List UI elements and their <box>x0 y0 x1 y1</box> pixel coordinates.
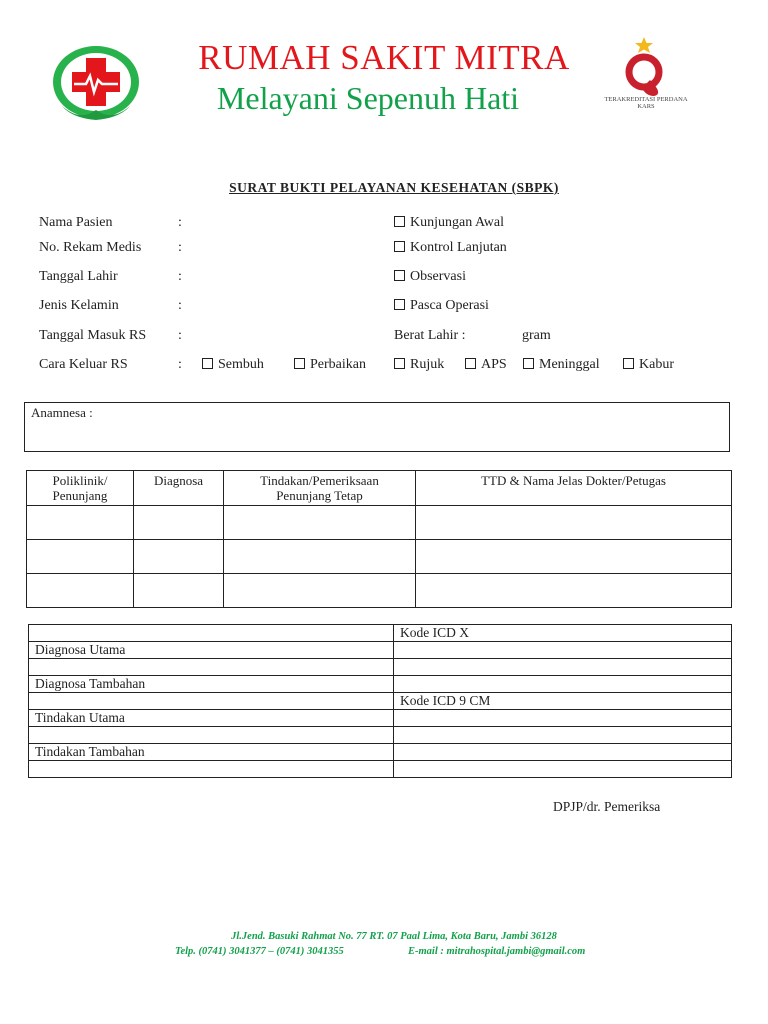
table-cell[interactable] <box>224 574 416 608</box>
header-ttd: TTD & Nama Jelas Dokter/Petugas <box>416 471 732 506</box>
checkbox-label: Kunjungan Awal <box>410 215 504 230</box>
accreditation-line-1: TERAKREDITASI PERDANA <box>604 96 688 103</box>
hospital-tagline: Melayani Sepenuh Hati <box>216 80 520 116</box>
checkbox-label: Sembuh <box>218 357 264 372</box>
anamnesa-label: Anamnesa : <box>31 405 93 420</box>
table-cell[interactable] <box>29 659 394 676</box>
header-tindakan: Tindakan/Pemeriksaan Penunjang Tetap <box>224 471 416 506</box>
table-cell[interactable] <box>394 710 732 727</box>
checkbox-label: APS <box>481 357 507 372</box>
table-row <box>29 761 732 778</box>
table-row <box>29 642 732 659</box>
field-colon: : <box>178 215 182 230</box>
table-row <box>27 540 732 574</box>
table-cell[interactable] <box>134 506 224 540</box>
footer-address: Jl.Jend. Basuki Rahmat No. 77 RT. 07 Paal Lima, Kota Baru, Jambi 36128 <box>231 931 557 942</box>
checkbox-label: Kabur <box>639 357 674 372</box>
checkbox-label: Meninggal <box>539 357 600 372</box>
checkbox-icon <box>394 216 405 227</box>
field-colon: : <box>178 298 182 313</box>
table-cell[interactable] <box>134 574 224 608</box>
checkbox-icon <box>394 358 405 369</box>
checkbox-kabur[interactable] <box>623 357 674 373</box>
checkbox-icon <box>202 358 213 369</box>
checkbox-label: Pasca Operasi <box>410 298 489 313</box>
checkbox-icon <box>623 358 634 369</box>
birth-weight-unit: gram <box>522 328 551 343</box>
additional-action-label: Tindakan Tambahan <box>29 744 394 761</box>
table-cell[interactable] <box>416 506 732 540</box>
table-row <box>29 676 732 693</box>
table-cell[interactable] <box>224 506 416 540</box>
checkbox-observasi[interactable] <box>394 269 466 285</box>
field-colon: : <box>178 357 182 372</box>
accreditation-line-2: KARS <box>637 103 655 110</box>
checkbox-sembuh[interactable] <box>202 357 264 373</box>
checkbox-meninggal[interactable] <box>523 357 600 373</box>
checkbox-kunjungan-awal[interactable] <box>394 215 504 231</box>
field-label-jenis-kelamin: Jenis Kelamin <box>39 298 119 313</box>
table-row <box>29 659 732 676</box>
table-header-row <box>27 471 732 506</box>
document-title: SURAT BUKTI PELAYANAN KESEHATAN (SBPK) <box>229 180 559 195</box>
checkbox-rujuk[interactable] <box>394 357 444 373</box>
checkbox-icon <box>294 358 305 369</box>
field-label-nama-pasien: Nama Pasien <box>39 215 113 230</box>
table-cell[interactable] <box>416 574 732 608</box>
field-label-no-rekam-medis: No. Rekam Medis <box>39 240 142 255</box>
table-cell[interactable] <box>29 727 394 744</box>
table-cell[interactable] <box>224 540 416 574</box>
table-cell[interactable] <box>394 676 732 693</box>
field-colon: : <box>178 240 182 255</box>
table-row <box>29 727 732 744</box>
field-label-tanggal-masuk: Tanggal Masuk RS <box>39 328 147 343</box>
table-cell[interactable] <box>394 761 732 778</box>
table-cell[interactable] <box>29 761 394 778</box>
footer-phone: Telp. (0741) 3041377 – (0741) 3041355 <box>175 946 344 957</box>
field-label-cara-keluar: Cara Keluar RS <box>39 357 128 372</box>
table-cell[interactable] <box>394 642 732 659</box>
table-cell[interactable] <box>29 693 394 710</box>
main-diagnosis-label: Diagnosa Utama <box>29 642 394 659</box>
anamnesa-box[interactable] <box>24 402 730 452</box>
table-cell[interactable] <box>394 727 732 744</box>
birth-weight-label: Berat Lahir : <box>394 328 466 343</box>
checkbox-label: Kontrol Lanjutan <box>410 240 507 255</box>
checkbox-label: Observasi <box>410 269 466 284</box>
table-cell[interactable] <box>134 540 224 574</box>
header-poliklinik: Poliklinik/ Penunjang <box>27 471 134 506</box>
main-action-label: Tindakan Utama <box>29 710 394 727</box>
signature-label: DPJP/dr. Pemeriksa <box>553 799 661 814</box>
icd-9-header: Kode ICD 9 CM <box>394 693 732 710</box>
table-row <box>29 693 732 710</box>
footer-email: E-mail : mitrahospital.jambi@gmail.com <box>408 946 586 957</box>
icd-table <box>28 624 732 778</box>
service-table <box>26 470 732 608</box>
icd-x-header: Kode ICD X <box>394 625 732 642</box>
table-cell[interactable] <box>29 625 394 642</box>
table-row <box>29 744 732 761</box>
table-cell[interactable] <box>27 506 134 540</box>
checkbox-icon <box>465 358 476 369</box>
table-cell[interactable] <box>394 744 732 761</box>
checkbox-label: Perbaikan <box>310 357 366 372</box>
field-colon: : <box>178 328 182 343</box>
additional-diagnosis-label: Diagnosa Tambahan <box>29 676 394 693</box>
checkbox-icon <box>394 299 405 310</box>
table-row <box>29 710 732 727</box>
table-cell[interactable] <box>27 540 134 574</box>
table-cell[interactable] <box>27 574 134 608</box>
checkbox-icon <box>394 270 405 281</box>
hospital-name: RUMAH SAKIT MITRA <box>198 38 570 77</box>
checkbox-label: Rujuk <box>410 357 445 372</box>
table-row <box>27 506 732 540</box>
checkbox-perbaikan[interactable] <box>294 357 366 373</box>
table-row <box>27 574 732 608</box>
table-row <box>29 625 732 642</box>
header-diagnosa: Diagnosa <box>134 471 224 506</box>
table-cell[interactable] <box>416 540 732 574</box>
field-colon: : <box>178 269 182 284</box>
accreditation-text <box>598 96 694 110</box>
checkbox-aps[interactable] <box>465 357 507 373</box>
checkbox-pasca-operasi[interactable] <box>394 298 489 314</box>
field-label-tanggal-lahir: Tanggal Lahir <box>39 269 118 284</box>
table-cell[interactable] <box>394 659 732 676</box>
checkbox-icon <box>394 241 405 252</box>
checkbox-kontrol-lanjutan[interactable] <box>394 240 507 256</box>
checkbox-icon <box>523 358 534 369</box>
